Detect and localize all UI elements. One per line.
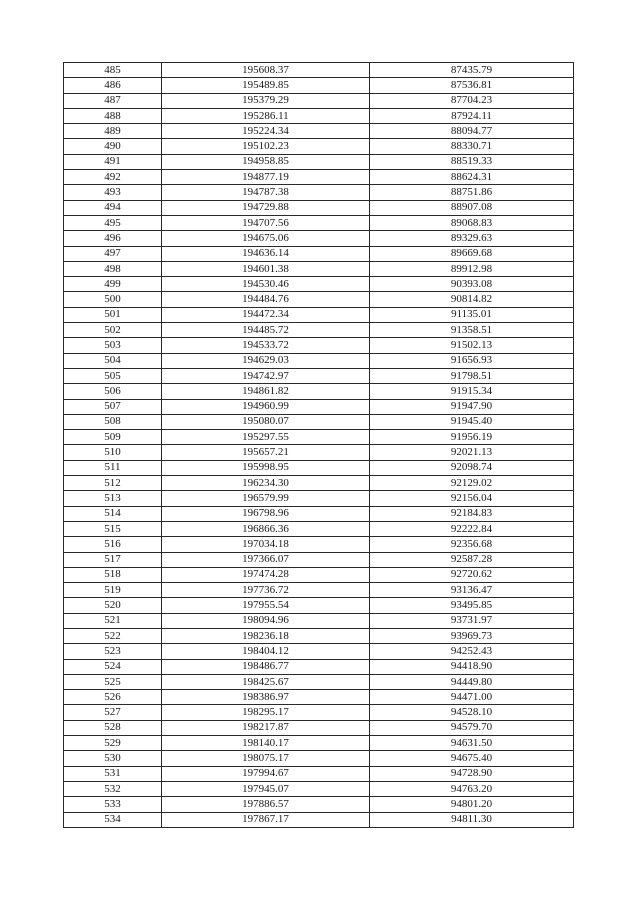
x-coordinate-cell: 195224.34 bbox=[162, 124, 370, 139]
table-row bbox=[64, 63, 574, 78]
point-number-cell: 514 bbox=[64, 506, 162, 521]
point-number-cell: 509 bbox=[64, 430, 162, 445]
table-row bbox=[64, 93, 574, 108]
table-row bbox=[64, 139, 574, 154]
table-row bbox=[64, 338, 574, 353]
table-row bbox=[64, 124, 574, 139]
x-coordinate-cell: 198404.12 bbox=[162, 644, 370, 659]
y-coordinate-cell: 88330.71 bbox=[370, 139, 574, 154]
point-number-cell: 485 bbox=[64, 63, 162, 78]
x-coordinate-cell: 197736.72 bbox=[162, 583, 370, 598]
table-row bbox=[64, 598, 574, 613]
y-coordinate-cell: 88624.31 bbox=[370, 170, 574, 185]
y-coordinate-cell: 94811.30 bbox=[370, 812, 574, 827]
point-number-cell: 489 bbox=[64, 124, 162, 139]
table-row bbox=[64, 277, 574, 292]
point-number-cell: 495 bbox=[64, 215, 162, 230]
point-number-cell: 532 bbox=[64, 781, 162, 796]
point-number-cell: 499 bbox=[64, 277, 162, 292]
point-number-cell: 510 bbox=[64, 445, 162, 460]
table-row bbox=[64, 368, 574, 383]
table-row bbox=[64, 414, 574, 429]
point-number-cell: 504 bbox=[64, 353, 162, 368]
x-coordinate-cell: 195102.23 bbox=[162, 139, 370, 154]
y-coordinate-cell: 89068.83 bbox=[370, 215, 574, 230]
y-coordinate-cell: 92021.13 bbox=[370, 445, 574, 460]
table-row bbox=[64, 460, 574, 475]
table-row bbox=[64, 797, 574, 812]
table-row bbox=[64, 628, 574, 643]
x-coordinate-cell: 197994.67 bbox=[162, 766, 370, 781]
y-coordinate-cell: 94675.40 bbox=[370, 751, 574, 766]
table-row bbox=[64, 521, 574, 536]
point-number-cell: 505 bbox=[64, 368, 162, 383]
y-coordinate-cell: 94252.43 bbox=[370, 644, 574, 659]
point-number-cell: 513 bbox=[64, 491, 162, 506]
point-number-cell: 518 bbox=[64, 567, 162, 582]
x-coordinate-cell: 197867.17 bbox=[162, 812, 370, 827]
table-row bbox=[64, 292, 574, 307]
table-row bbox=[64, 705, 574, 720]
x-coordinate-cell: 196866.36 bbox=[162, 521, 370, 536]
point-number-cell: 525 bbox=[64, 674, 162, 689]
y-coordinate-cell: 94579.70 bbox=[370, 720, 574, 735]
x-coordinate-cell: 198295.17 bbox=[162, 705, 370, 720]
x-coordinate-cell: 194601.38 bbox=[162, 261, 370, 276]
y-coordinate-cell: 88094.77 bbox=[370, 124, 574, 139]
y-coordinate-cell: 94763.20 bbox=[370, 781, 574, 796]
y-coordinate-cell: 91798.51 bbox=[370, 368, 574, 383]
y-coordinate-cell: 91915.34 bbox=[370, 384, 574, 399]
point-number-cell: 496 bbox=[64, 231, 162, 246]
y-coordinate-cell: 91135.01 bbox=[370, 307, 574, 322]
table-row bbox=[64, 108, 574, 123]
x-coordinate-cell: 197034.18 bbox=[162, 537, 370, 552]
y-coordinate-cell: 87704.23 bbox=[370, 93, 574, 108]
point-number-cell: 512 bbox=[64, 476, 162, 491]
point-number-cell: 528 bbox=[64, 720, 162, 735]
x-coordinate-cell: 198486.77 bbox=[162, 659, 370, 674]
y-coordinate-cell: 87435.79 bbox=[370, 63, 574, 78]
point-number-cell: 503 bbox=[64, 338, 162, 353]
x-coordinate-cell: 194530.46 bbox=[162, 277, 370, 292]
coordinate-table bbox=[63, 62, 574, 828]
table-row bbox=[64, 246, 574, 261]
y-coordinate-cell: 92720.62 bbox=[370, 567, 574, 582]
x-coordinate-cell: 195998.95 bbox=[162, 460, 370, 475]
table-row bbox=[64, 751, 574, 766]
table-row bbox=[64, 307, 574, 322]
x-coordinate-cell: 198140.17 bbox=[162, 736, 370, 751]
coordinate-table-body bbox=[64, 63, 574, 828]
table-row bbox=[64, 261, 574, 276]
y-coordinate-cell: 91358.51 bbox=[370, 323, 574, 338]
table-row bbox=[64, 170, 574, 185]
y-coordinate-cell: 88751.86 bbox=[370, 185, 574, 200]
point-number-cell: 517 bbox=[64, 552, 162, 567]
point-number-cell: 508 bbox=[64, 414, 162, 429]
y-coordinate-cell: 94801.20 bbox=[370, 797, 574, 812]
point-number-cell: 498 bbox=[64, 261, 162, 276]
table-row bbox=[64, 491, 574, 506]
table-row bbox=[64, 766, 574, 781]
x-coordinate-cell: 195379.29 bbox=[162, 93, 370, 108]
x-coordinate-cell: 195286.11 bbox=[162, 108, 370, 123]
y-coordinate-cell: 91502.13 bbox=[370, 338, 574, 353]
table-row bbox=[64, 812, 574, 827]
point-number-cell: 493 bbox=[64, 185, 162, 200]
x-coordinate-cell: 197886.57 bbox=[162, 797, 370, 812]
table-row bbox=[64, 690, 574, 705]
x-coordinate-cell: 194629.03 bbox=[162, 353, 370, 368]
table-row bbox=[64, 231, 574, 246]
table-row bbox=[64, 200, 574, 215]
table-row bbox=[64, 430, 574, 445]
x-coordinate-cell: 197366.07 bbox=[162, 552, 370, 567]
x-coordinate-cell: 194485.72 bbox=[162, 323, 370, 338]
point-number-cell: 488 bbox=[64, 108, 162, 123]
table-row bbox=[64, 537, 574, 552]
y-coordinate-cell: 94528.10 bbox=[370, 705, 574, 720]
y-coordinate-cell: 91956.19 bbox=[370, 430, 574, 445]
y-coordinate-cell: 94418.90 bbox=[370, 659, 574, 674]
table-row bbox=[64, 323, 574, 338]
point-number-cell: 491 bbox=[64, 154, 162, 169]
table-row bbox=[64, 384, 574, 399]
x-coordinate-cell: 196579.99 bbox=[162, 491, 370, 506]
point-number-cell: 530 bbox=[64, 751, 162, 766]
point-number-cell: 519 bbox=[64, 583, 162, 598]
y-coordinate-cell: 93136.47 bbox=[370, 583, 574, 598]
y-coordinate-cell: 92356.68 bbox=[370, 537, 574, 552]
point-number-cell: 501 bbox=[64, 307, 162, 322]
table-row bbox=[64, 674, 574, 689]
x-coordinate-cell: 195489.85 bbox=[162, 78, 370, 93]
point-number-cell: 486 bbox=[64, 78, 162, 93]
x-coordinate-cell: 194742.97 bbox=[162, 368, 370, 383]
point-number-cell: 531 bbox=[64, 766, 162, 781]
point-number-cell: 487 bbox=[64, 93, 162, 108]
point-number-cell: 497 bbox=[64, 246, 162, 261]
table-row bbox=[64, 659, 574, 674]
y-coordinate-cell: 92129.02 bbox=[370, 476, 574, 491]
x-coordinate-cell: 198386.97 bbox=[162, 690, 370, 705]
y-coordinate-cell: 94449.80 bbox=[370, 674, 574, 689]
table-row bbox=[64, 736, 574, 751]
x-coordinate-cell: 194472.34 bbox=[162, 307, 370, 322]
table-row bbox=[64, 154, 574, 169]
table-row bbox=[64, 506, 574, 521]
point-number-cell: 526 bbox=[64, 690, 162, 705]
x-coordinate-cell: 194636.14 bbox=[162, 246, 370, 261]
y-coordinate-cell: 89329.63 bbox=[370, 231, 574, 246]
x-coordinate-cell: 194960.99 bbox=[162, 399, 370, 414]
y-coordinate-cell: 93495.85 bbox=[370, 598, 574, 613]
y-coordinate-cell: 87536.81 bbox=[370, 78, 574, 93]
table-row bbox=[64, 185, 574, 200]
y-coordinate-cell: 89669.68 bbox=[370, 246, 574, 261]
table-row bbox=[64, 552, 574, 567]
point-number-cell: 494 bbox=[64, 200, 162, 215]
x-coordinate-cell: 194787.38 bbox=[162, 185, 370, 200]
y-coordinate-cell: 92098.74 bbox=[370, 460, 574, 475]
point-number-cell: 520 bbox=[64, 598, 162, 613]
x-coordinate-cell: 198094.96 bbox=[162, 613, 370, 628]
x-coordinate-cell: 195657.21 bbox=[162, 445, 370, 460]
x-coordinate-cell: 194484.76 bbox=[162, 292, 370, 307]
point-number-cell: 492 bbox=[64, 170, 162, 185]
x-coordinate-cell: 196234.30 bbox=[162, 476, 370, 491]
x-coordinate-cell: 198075.17 bbox=[162, 751, 370, 766]
point-number-cell: 521 bbox=[64, 613, 162, 628]
point-number-cell: 529 bbox=[64, 736, 162, 751]
point-number-cell: 524 bbox=[64, 659, 162, 674]
point-number-cell: 534 bbox=[64, 812, 162, 827]
y-coordinate-cell: 92587.28 bbox=[370, 552, 574, 567]
y-coordinate-cell: 88907.08 bbox=[370, 200, 574, 215]
point-number-cell: 490 bbox=[64, 139, 162, 154]
y-coordinate-cell: 93969.73 bbox=[370, 628, 574, 643]
point-number-cell: 516 bbox=[64, 537, 162, 552]
x-coordinate-cell: 197945.07 bbox=[162, 781, 370, 796]
table-row bbox=[64, 445, 574, 460]
table-row bbox=[64, 78, 574, 93]
y-coordinate-cell: 87924.11 bbox=[370, 108, 574, 123]
x-coordinate-cell: 195608.37 bbox=[162, 63, 370, 78]
x-coordinate-cell: 194729.88 bbox=[162, 200, 370, 215]
point-number-cell: 515 bbox=[64, 521, 162, 536]
y-coordinate-cell: 93731.97 bbox=[370, 613, 574, 628]
y-coordinate-cell: 90393.08 bbox=[370, 277, 574, 292]
x-coordinate-cell: 196798.96 bbox=[162, 506, 370, 521]
y-coordinate-cell: 92156.04 bbox=[370, 491, 574, 506]
table-row bbox=[64, 215, 574, 230]
table-row bbox=[64, 644, 574, 659]
point-number-cell: 506 bbox=[64, 384, 162, 399]
point-number-cell: 507 bbox=[64, 399, 162, 414]
y-coordinate-cell: 94631.50 bbox=[370, 736, 574, 751]
y-coordinate-cell: 89912.98 bbox=[370, 261, 574, 276]
x-coordinate-cell: 198236.18 bbox=[162, 628, 370, 643]
x-coordinate-cell: 195297.55 bbox=[162, 430, 370, 445]
x-coordinate-cell: 194533.72 bbox=[162, 338, 370, 353]
document-page bbox=[63, 62, 573, 828]
y-coordinate-cell: 94471.00 bbox=[370, 690, 574, 705]
table-row bbox=[64, 399, 574, 414]
table-row bbox=[64, 353, 574, 368]
point-number-cell: 500 bbox=[64, 292, 162, 307]
table-row bbox=[64, 583, 574, 598]
point-number-cell: 511 bbox=[64, 460, 162, 475]
y-coordinate-cell: 91656.93 bbox=[370, 353, 574, 368]
point-number-cell: 522 bbox=[64, 628, 162, 643]
x-coordinate-cell: 194958.85 bbox=[162, 154, 370, 169]
x-coordinate-cell: 197474.28 bbox=[162, 567, 370, 582]
x-coordinate-cell: 194877.19 bbox=[162, 170, 370, 185]
x-coordinate-cell: 194675.06 bbox=[162, 231, 370, 246]
y-coordinate-cell: 94728.90 bbox=[370, 766, 574, 781]
point-number-cell: 523 bbox=[64, 644, 162, 659]
x-coordinate-cell: 194707.56 bbox=[162, 215, 370, 230]
point-number-cell: 502 bbox=[64, 323, 162, 338]
x-coordinate-cell: 197955.54 bbox=[162, 598, 370, 613]
table-row bbox=[64, 476, 574, 491]
point-number-cell: 527 bbox=[64, 705, 162, 720]
x-coordinate-cell: 195080.07 bbox=[162, 414, 370, 429]
y-coordinate-cell: 92222.84 bbox=[370, 521, 574, 536]
x-coordinate-cell: 198217.87 bbox=[162, 720, 370, 735]
y-coordinate-cell: 90814.82 bbox=[370, 292, 574, 307]
table-row bbox=[64, 613, 574, 628]
y-coordinate-cell: 92184.83 bbox=[370, 506, 574, 521]
y-coordinate-cell: 91947.90 bbox=[370, 399, 574, 414]
y-coordinate-cell: 91945.40 bbox=[370, 414, 574, 429]
table-row bbox=[64, 567, 574, 582]
point-number-cell: 533 bbox=[64, 797, 162, 812]
y-coordinate-cell: 88519.33 bbox=[370, 154, 574, 169]
table-row bbox=[64, 781, 574, 796]
x-coordinate-cell: 198425.67 bbox=[162, 674, 370, 689]
table-row bbox=[64, 720, 574, 735]
x-coordinate-cell: 194861.82 bbox=[162, 384, 370, 399]
